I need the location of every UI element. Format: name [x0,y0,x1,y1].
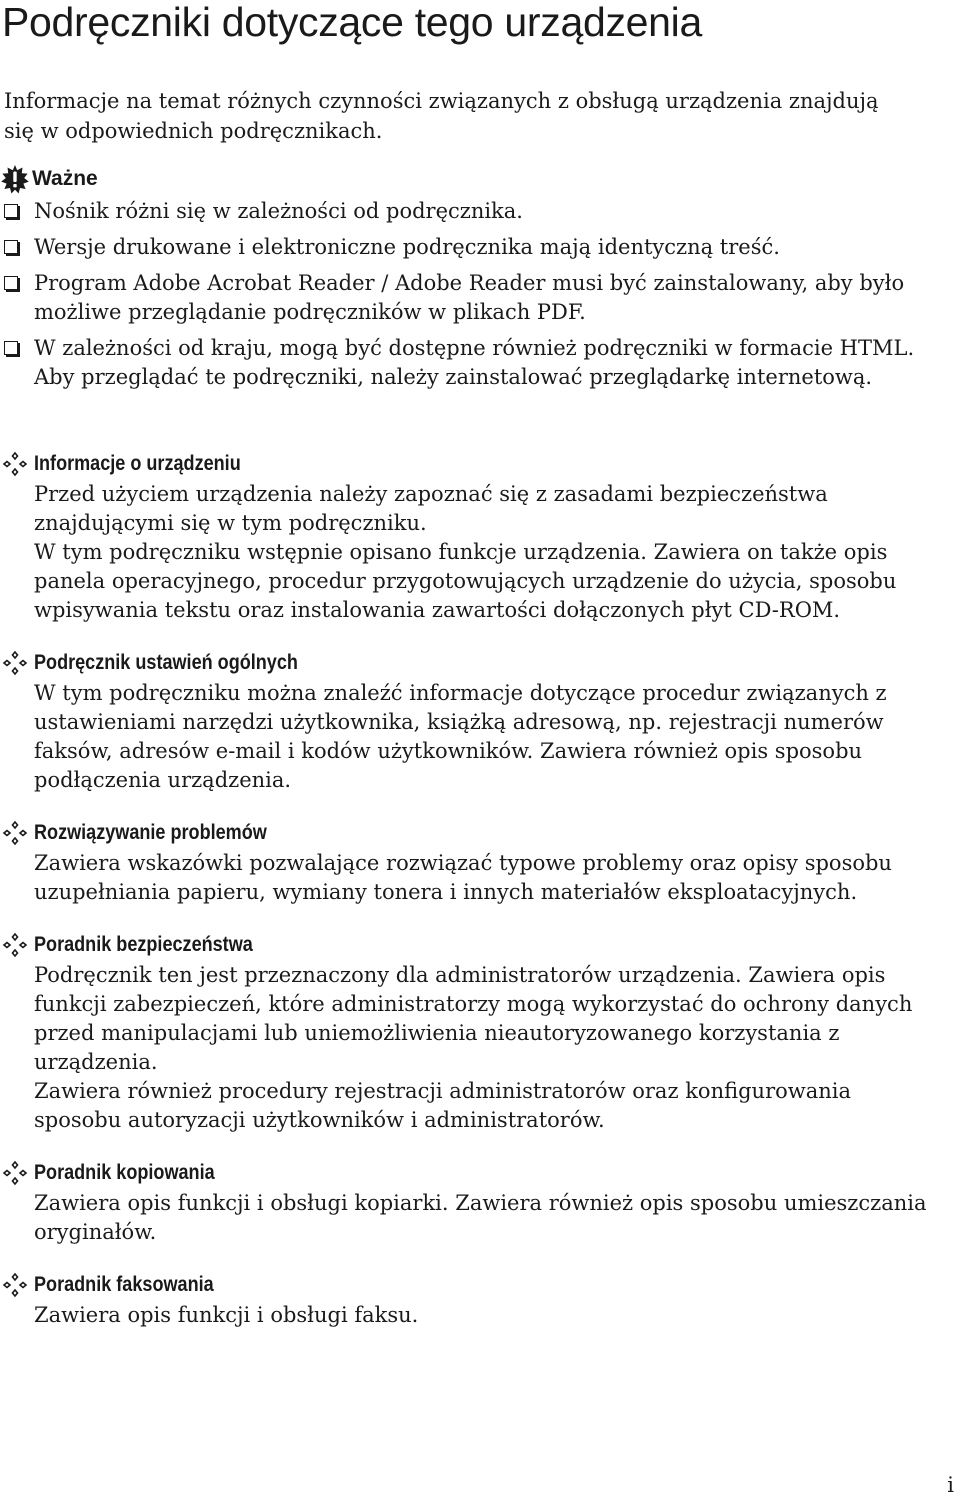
section-header [0,817,930,849]
section-poradnik-faksowania [0,1269,930,1330]
section-paragraph: Przed użyciem urządzenia należy zapoznać się z zasadami bezpieczeństwa znajdującymi się w tym podręczniku. [34,482,828,535]
diamond-bullet-icon [2,1160,28,1186]
section-paragraph: Zawiera również procedury rejestracji administratorów oraz konfigurowania sposobu autoryzacji użytkowników i administratorów. [34,1079,852,1132]
diamond-bullet-icon [2,932,28,958]
important-list [0,197,930,392]
diamond-bullet-icon [2,650,28,676]
section-podrecznik-ustawien-ogolnych [0,647,930,795]
checkbox-bullet-icon [4,276,18,290]
section-body [0,1301,930,1330]
section-paragraph: Podręcznik ten jest przeznaczony dla administratorów urządzenia. Zawiera opis funkcji zabezpieczeń, które administratorzy mogą wykorzystać do ochrony danych przed manipulacjami lub uniemożliwienia nieautoryzowanego korzystania z urządzenia. [34,963,913,1074]
section-body [0,961,930,1135]
important-item [0,269,930,327]
section-title: Poradnik kopiowania [34,1161,215,1184]
important-item-text: Wersje drukowane i elektroniczne podręcznika mają identyczną treść. [34,235,780,259]
section-body [0,849,930,907]
section-body [0,480,930,625]
important-item-text: Program Adobe Acrobat Reader / Adobe Reader musi być zainstalowany, aby było możliwe przeglądanie podręczników w plikach PDF. [34,271,905,324]
important-item [0,334,930,392]
diamond-bullet-icon [2,451,28,477]
important-header [0,162,930,196]
section-poradnik-kopiowania [0,1157,930,1247]
section-paragraph: Zawiera wskazówki pozwalające rozwiązać typowe problemy oraz opisy sposobu uzupełniania papieru, wymiany tonera i innych materiałów eksploatacyjnych. [34,851,892,904]
important-item [0,233,930,262]
important-label: Ważne [32,167,98,190]
section-body [0,679,930,795]
section-poradnik-bezpieczenstwa [0,929,930,1135]
section-body [0,1189,930,1247]
checkbox-bullet-icon [4,341,18,355]
section-rozwiazywanie-problemow [0,817,930,907]
page-title: Podręczniki dotyczące tego urządzenia [2,0,702,45]
section-title: Podręcznik ustawień ogólnych [34,651,298,674]
section-header [0,647,930,679]
section-title: Poradnik faksowania [34,1273,214,1296]
important-item-text: Nośnik różni się w zależności od podręcznika. [34,199,523,223]
checkbox-bullet-icon [4,240,18,254]
section-header [0,1157,930,1189]
warning-icon [0,164,30,194]
important-notice [0,162,930,392]
important-item [0,197,930,226]
section-paragraph: Zawiera opis funkcji i obsługi faksu. [34,1303,419,1327]
section-paragraph: W tym podręczniku wstępnie opisano funkcje urządzenia. Zawiera on także opis panela operacyjnego, procedur przygotowujących urządzenie do użycia, sposobu wpisywania tekstu oraz instalowania zawartości dołączonych płyt CD-ROM. [34,540,897,622]
checkbox-bullet-icon [4,204,18,218]
manual-sections [0,448,930,1352]
important-item-text: W zależności od kraju, mogą być dostępne również podręczniki w formacie HTML. Aby przeglądać te podręczniki, należy zainstalować przeglądarkę internetową. [34,336,915,389]
section-paragraph: Zawiera opis funkcji i obsługi kopiarki. Zawiera również opis sposobu umieszczania oryginałów. [34,1191,927,1244]
section-title: Informacje o urządzeniu [34,452,241,475]
page-number: i [947,1473,954,1497]
section-informacje-o-urzadzeniu [0,448,930,625]
section-title: Rozwiązywanie problemów [34,821,267,844]
section-header [0,448,930,480]
section-header [0,929,930,961]
diamond-bullet-icon [2,1272,28,1298]
intro-text: Informacje na temat różnych czynności związanych z obsługą urządzenia znajdują się w odpowiednich podręcznikach. [4,89,879,143]
diamond-bullet-icon [2,820,28,846]
section-title: Poradnik bezpieczeństwa [34,933,253,956]
section-paragraph: W tym podręczniku można znaleźć informacje dotyczące procedur związanych z ustawieniami narzędzi użytkownika, książką adresową, np. rejestracji numerów faksów, adresów e-mail i kodów użytkowników. Zawiera również opis sposobu podłączenia urządzenia. [34,681,887,792]
section-header [0,1269,930,1301]
